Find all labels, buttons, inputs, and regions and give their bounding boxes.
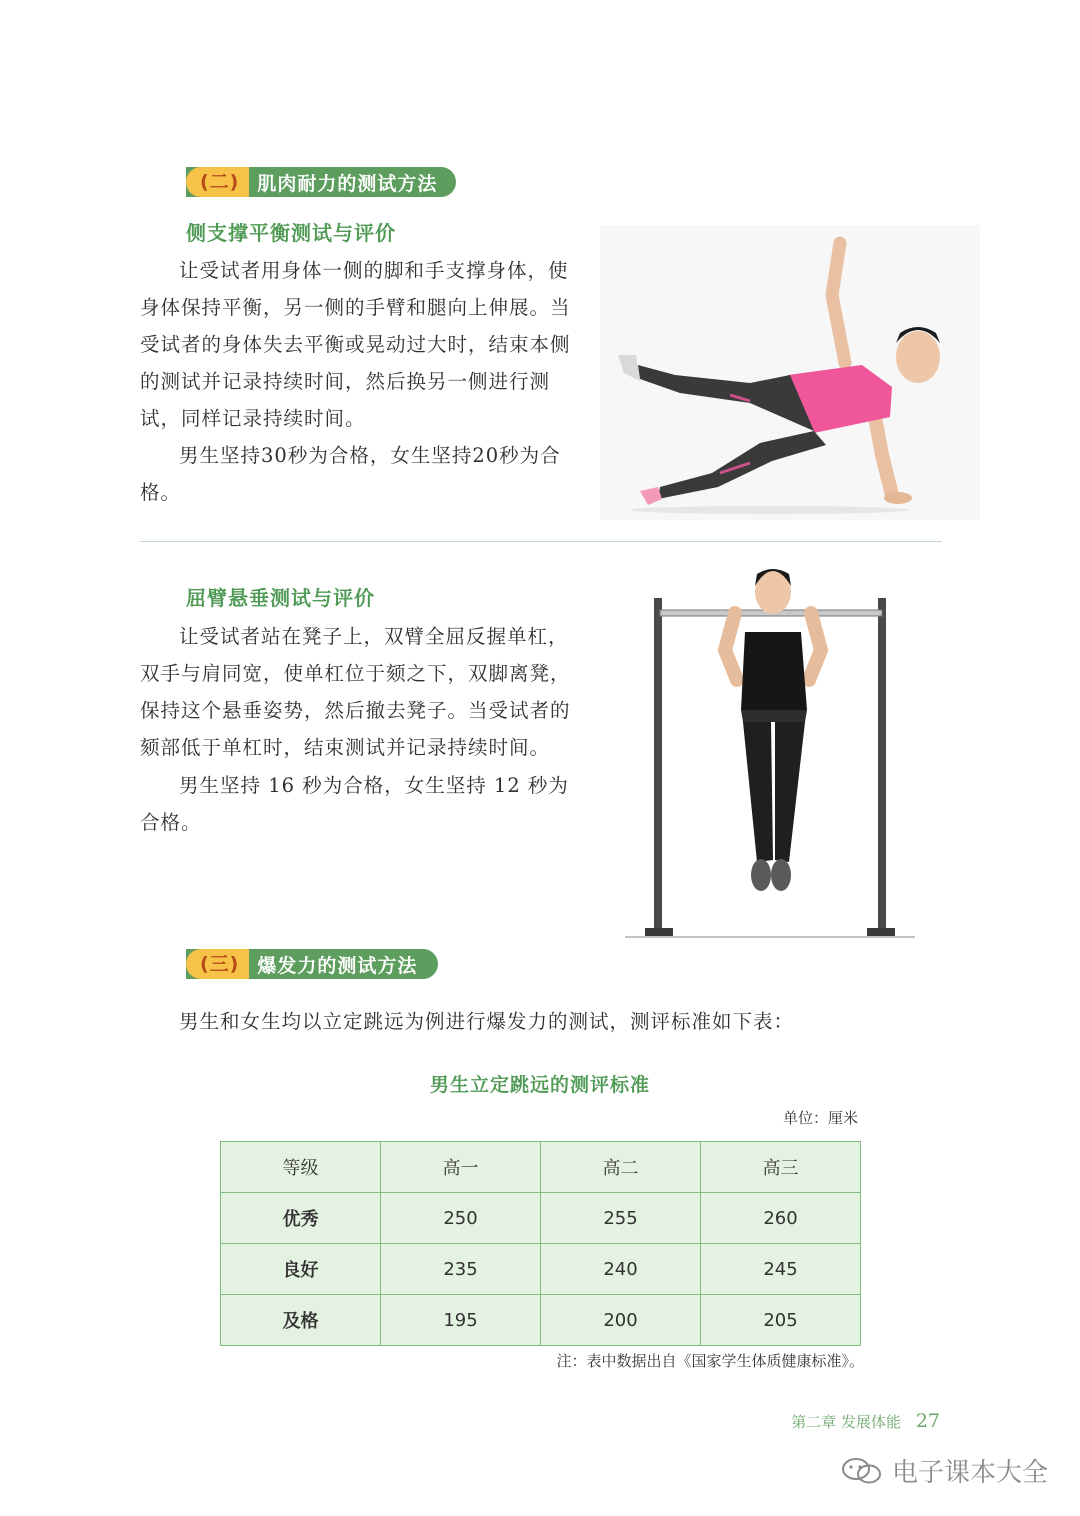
table-source-note: 注：表中数据出自《国家学生体质健康标准》。 [556, 1352, 864, 1370]
value-cell: 195 [381, 1295, 541, 1346]
section-number: (二) [186, 167, 249, 197]
value-cell: 250 [381, 1193, 541, 1244]
wechat-icon [840, 1457, 884, 1485]
value-cell: 240 [541, 1244, 701, 1295]
value-cell: 235 [381, 1244, 541, 1295]
section-title: 爆发力的测试方法 [257, 954, 418, 977]
header-cell: 等级 [221, 1142, 381, 1193]
flexed-arm-hang-paragraph: 让受试者站在凳子上，双臂全屈反握单杠，双手与肩同宽，使单杠位于颏之下，双脚离凳，保持这个悬垂姿势，然后撤去凳子。当受试者的颏部低于单杠时，结束测试并记录持续时间。 [140, 625, 571, 759]
section-number: (三) [186, 949, 249, 979]
value-cell: 245 [701, 1244, 861, 1295]
section-banner-explosive-power [186, 949, 438, 979]
side-plank-heading: 侧支撑平衡测试与评价 [186, 221, 396, 245]
value-cell: 205 [701, 1295, 861, 1346]
value-cell: 200 [541, 1295, 701, 1346]
table-title: 男生立定跳远的测评标准 [429, 1074, 650, 1096]
section-banner-muscle-endurance [186, 167, 456, 197]
side-plank-standard: 男生坚持30秒为合格，女生坚持20秒为合格。 [140, 444, 561, 504]
page-number: 27 [915, 1410, 940, 1432]
section-divider [140, 541, 942, 542]
chapter-label: 第二章 发展体能 [791, 1413, 902, 1431]
table-row [221, 1295, 861, 1346]
table-unit: 单位：厘米 [782, 1109, 858, 1127]
header-cell: 高二 [541, 1142, 701, 1193]
standing-long-jump-table [220, 1141, 861, 1346]
explosive-power-intro: 男生和女生均以立定跳远为例进行爆发力的测试，测评标准如下表： [179, 1010, 795, 1033]
table-row [221, 1193, 861, 1244]
flexed-arm-hang-standard: 男生坚持 16 秒为合格，女生坚持 12 秒为合格。 [140, 774, 569, 834]
watermark [840, 1452, 1048, 1489]
pull-up-bar-photo [625, 550, 915, 940]
table-header-row [221, 1142, 861, 1193]
value-cell: 260 [701, 1193, 861, 1244]
watermark-text: 电子课本大全 [892, 1458, 1049, 1488]
table-row [221, 1244, 861, 1295]
grade-cell: 良好 [221, 1244, 381, 1295]
header-cell: 高三 [701, 1142, 861, 1193]
grade-cell: 优秀 [221, 1193, 381, 1244]
side-plank-photo [600, 225, 980, 520]
flexed-arm-hang-heading: 屈臂悬垂测试与评价 [186, 586, 375, 610]
header-cell: 高一 [381, 1142, 541, 1193]
section-title: 肌肉耐力的测试方法 [257, 172, 438, 195]
grade-cell: 及格 [221, 1295, 381, 1346]
page-footer [791, 1410, 940, 1432]
value-cell: 255 [541, 1193, 701, 1244]
side-plank-paragraph: 让受试者用身体一侧的脚和手支撑身体，使身体保持平衡，另一侧的手臂和腿向上伸展。当受试者的身体失去平衡或晃动过大时，结束本侧的测试并记录持续时间，然后换另一侧进行测试，同样记录持续时间。 [140, 259, 571, 430]
